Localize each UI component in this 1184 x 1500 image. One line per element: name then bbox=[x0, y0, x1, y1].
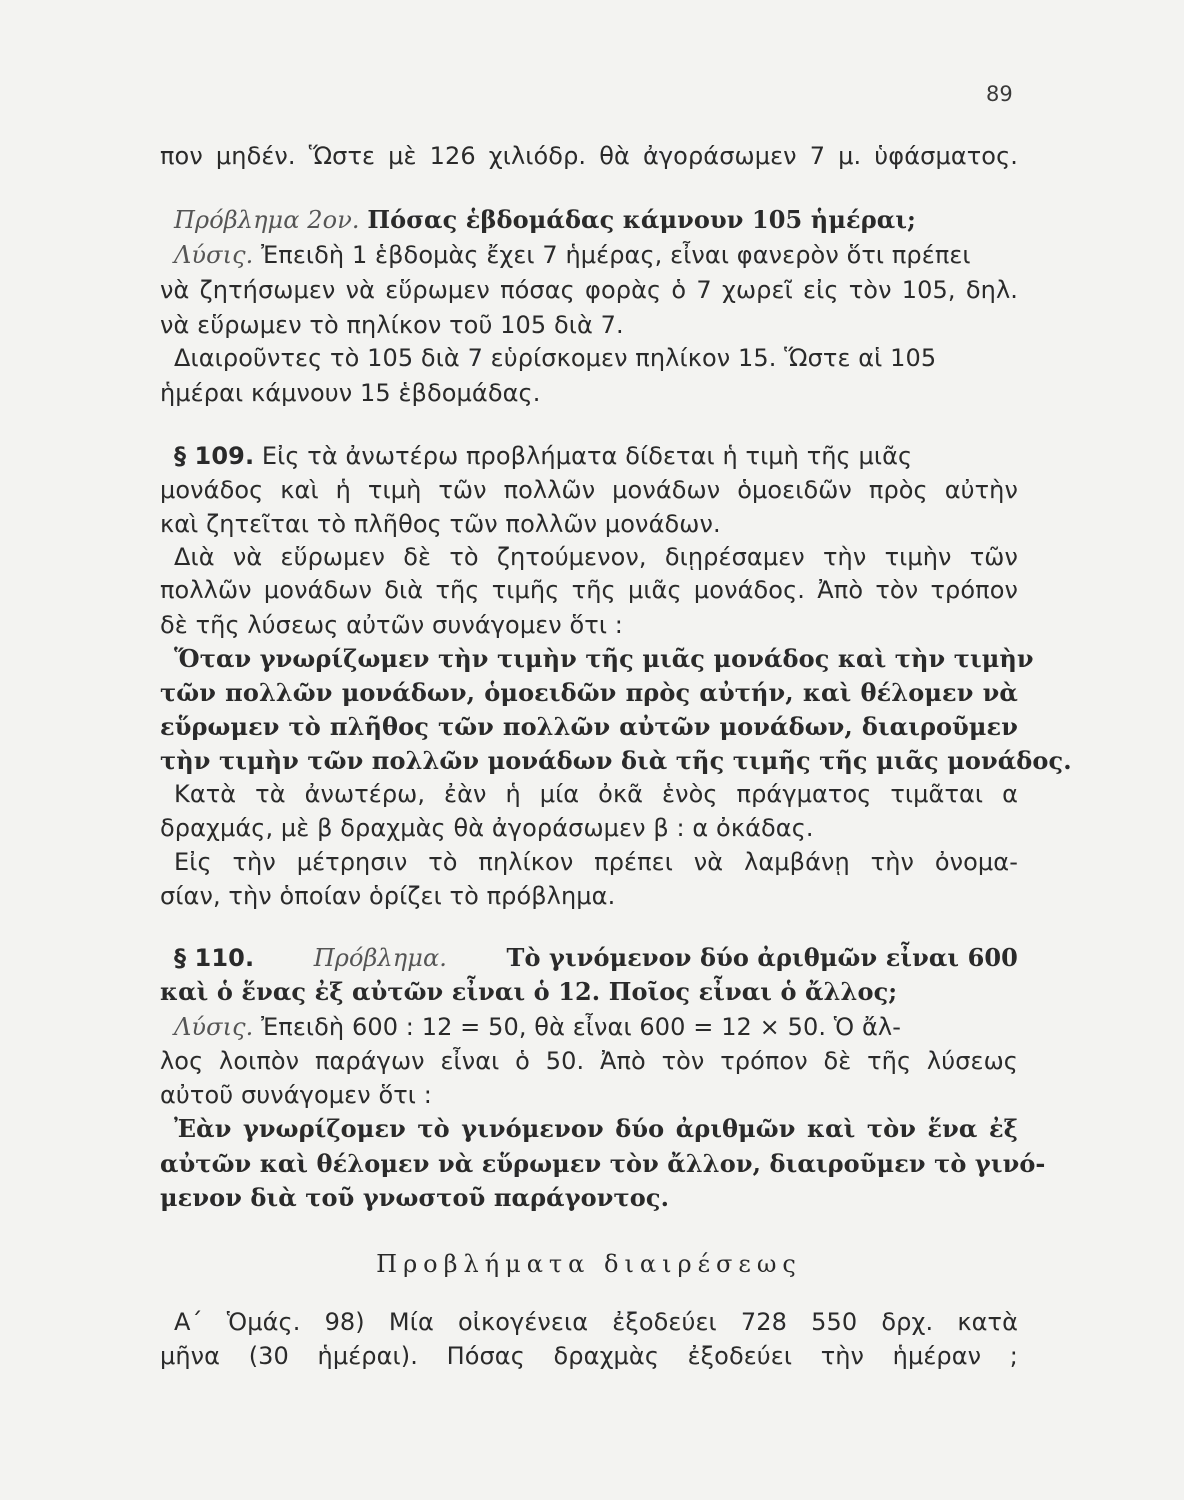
text-line: δὲ τῆς λύσεως αὐτῶν συνάγομεν ὅτι : bbox=[160, 611, 623, 639]
problem-question: Τὸ γινόμενον δύο ἀριθμῶν εἶναι 600 bbox=[506, 943, 1018, 972]
section-heading: Προβλήματα διαιρέσεως bbox=[376, 1250, 802, 1278]
text-line: Διαιροῦντες τὸ 105 διὰ 7 εὑρίσκομεν πηλίκον 15. Ὥστε αἱ 105 bbox=[174, 344, 937, 372]
text-line: ἡμέραι κάμνουν 15 ἑβδομάδας. bbox=[160, 379, 541, 407]
problem-question: καὶ ὁ ἕνας ἐξ αὐτῶν εἶναι ὁ 12. Ποῖος εἶναι ὁ ἄλλος; bbox=[160, 977, 898, 1006]
problem-label: Πρόβλημα. bbox=[313, 944, 447, 972]
rule-line: μενον διὰ τοῦ γνωστοῦ παράγοντος. bbox=[160, 1183, 670, 1212]
problem-label: Πρόβλημα 2ον. bbox=[174, 206, 360, 234]
problem-line bbox=[174, 204, 1018, 236]
section-number: § 109. bbox=[174, 442, 255, 470]
exercise-line: μῆνα (30 ἡμέραι). Πόσας δραχμὰς ἐξοδεύει τὴν ἡμέραν ; bbox=[160, 1342, 1018, 1370]
solution-line bbox=[174, 239, 1018, 271]
text-line: πολλῶν μονάδων διὰ τῆς τιμῆς τῆς μιᾶς μονάδος. Ἀπὸ τὸν τρόπον bbox=[160, 576, 1018, 604]
rule-line: Ἐὰν γνωρίζομεν τὸ γινόμενον δύο ἀριθμῶν καὶ τὸν ἕνα ἐξ bbox=[174, 1114, 1018, 1143]
rule-line: τὴν τιμὴν τῶν πολλῶν μονάδων διὰ τῆς τιμῆς τῆς μιᾶς μονάδος. bbox=[160, 746, 1072, 775]
solution-text: Ἐπειδὴ 600 : 12 = 50, θὰ εἶναι 600 = 12 × 50. Ὁ ἄλ- bbox=[261, 1013, 901, 1041]
page-number: 89 bbox=[986, 82, 1013, 106]
text-line: Διὰ νὰ εὕρωμεν δὲ τὸ ζητούμενον, διῃρέσαμεν τὴν τιμὴν τῶν bbox=[174, 543, 1018, 571]
section-line bbox=[174, 942, 1018, 974]
text-line: Εἰς τὴν μέτρησιν τὸ πηλίκον πρέπει νὰ λαμβάνῃ τὴν ὀνομα- bbox=[174, 848, 1018, 876]
problem-question: Πόσας ἑβδομάδας κάμνουν 105 ἡμέραι; bbox=[367, 205, 916, 234]
solution-label: Λύσις. bbox=[174, 241, 254, 269]
rule-line: Ὅταν γνωρίζωμεν τὴν τιμὴν τῆς μιᾶς μονάδος καὶ τὴν τιμὴν bbox=[174, 644, 1034, 673]
rule-line: εὕρωμεν τὸ πλῆθος τῶν πολλῶν αὐτῶν μονάδων, διαιροῦμεν bbox=[160, 712, 1018, 741]
section-number: § 110. bbox=[174, 944, 255, 972]
text-line: σίαν, τὴν ὁποίαν ὁρίζει τὸ πρόβλημα. bbox=[160, 882, 616, 910]
solution-line bbox=[174, 1011, 1018, 1043]
text-line: καὶ ζητεῖται τὸ πλῆθος τῶν πολλῶν μονάδων. bbox=[160, 510, 721, 538]
text-line: μονάδος καὶ ἡ τιμὴ τῶν πολλῶν μονάδων ὁμοειδῶν πρὸς αὐτὴν bbox=[160, 476, 1018, 504]
section-line bbox=[174, 440, 1018, 472]
text-line: νὰ εὕρωμεν τὸ πηλίκον τοῦ 105 διὰ 7. bbox=[160, 311, 624, 339]
text-line: πον μηδέν. Ὥστε μὲ 126 χιλιόδρ. θὰ ἀγοράσωμεν 7 μ. ὑφάσματος. bbox=[160, 142, 1018, 170]
rule-line: τῶν πολλῶν μονάδων, ὁμοειδῶν πρὸς αὐτήν, καὶ θέλομεν νὰ bbox=[160, 678, 1018, 707]
text-line: δραχμάς, μὲ β δραχμὰς θὰ ἀγοράσωμεν β : α ὀκάδας. bbox=[160, 814, 814, 842]
exercise-line: Α΄ Ὁμάς. 98) Μία οἰκογένεια ἐξοδεύει 728 550 δρχ. κατὰ bbox=[174, 1308, 1018, 1336]
solution-text: Ἐπειδὴ 1 ἑβδομὰς ἔχει 7 ἡμέρας, εἶναι φανερὸν ὅτι πρέπει bbox=[261, 241, 971, 269]
text-line: Κατὰ τὰ ἀνωτέρω, ἐὰν ἡ μία ὀκᾶ ἑνὸς πράγματος τιμᾶται α bbox=[174, 780, 1018, 808]
solution-label: Λύσις. bbox=[174, 1013, 254, 1041]
text-line: νὰ ζητήσωμεν νὰ εὕρωμεν πόσας φορὰς ὁ 7 χωρεῖ εἰς τὸν 105, δηλ. bbox=[160, 276, 1018, 304]
section-text: Εἰς τὰ ἀνωτέρω προβλήματα δίδεται ἡ τιμὴ τῆς μιᾶς bbox=[261, 442, 913, 470]
text-line: αὐτοῦ συνάγομεν ὅτι : bbox=[160, 1081, 432, 1109]
rule-line: αὐτῶν καὶ θέλομεν νὰ εὕρωμεν τὸν ἄλλον, διαιροῦμεν τὸ γινό- bbox=[160, 1149, 1046, 1178]
text-line: λος λοιπὸν παράγων εἶναι ὁ 50. Ἀπὸ τὸν τρόπον δὲ τῆς λύσεως bbox=[160, 1047, 1018, 1075]
